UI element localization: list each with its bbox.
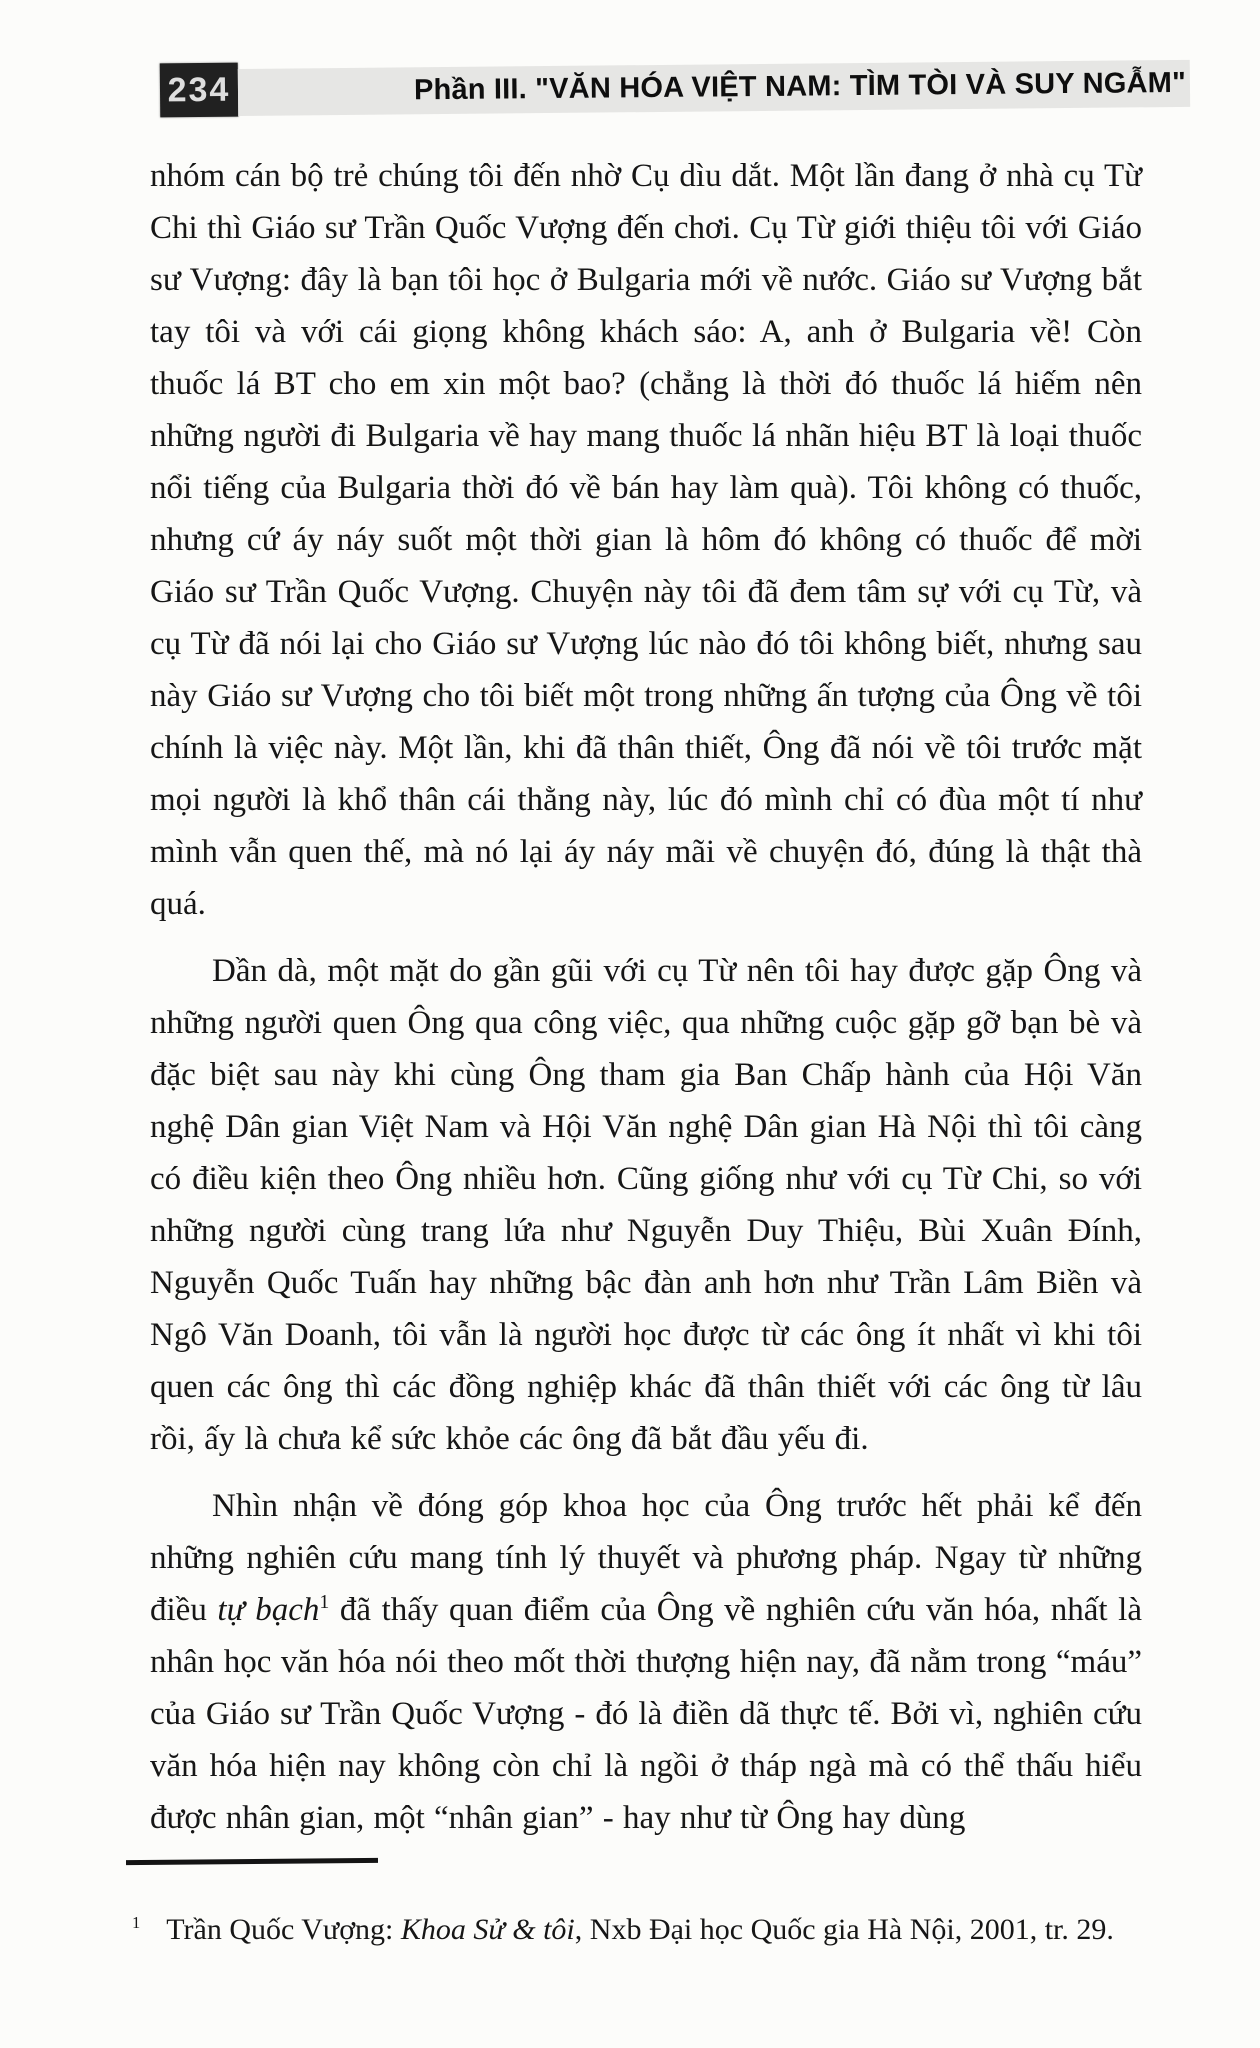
running-header-title: Phần III. "VĂN HÓA VIỆT NAM: TÌM TÒI VÀ SUY NGẪM" [413, 66, 1187, 107]
italic-term: tự bạch [217, 1592, 320, 1628]
paragraph-3-text-after: đã thấy quan điểm của Ông về nghiên cứu văn hóa, nhất là nhân học văn hóa nói theo mốt thời thượng hiện nay, đã nằm trong “máu” của Giáo sư Trần Quốc Vượng - đó là điền dã thực tế. Bởi vì, nghiên cứu văn hóa hiện nay không còn chỉ là ngồi ở tháp ngà mà có thể thấu hiểu được nhân gian, một “nhân gian” - hay như từ Ông hay dùng [150, 1592, 1142, 1836]
footnote-section [132, 1859, 1142, 1950]
footnote [132, 1910, 1142, 1950]
paragraph-2: Dần dà, một mặt do gần gũi với cụ Từ nên tôi hay được gặp Ông và những người quen Ông qua công việc, qua những cuộc gặp gỡ bạn bè và đặc biệt sau này khi cùng Ông tham gia Ban Chấp hành của Hội Văn nghệ Dân gian Việt Nam và Hội Văn nghệ Dân gian Hà Nội thì tôi càng có điều kiện theo Ông nhiều hơn. Cũng giống như với cụ Từ Chi, so với những người cùng trang lứa như Nguyễn Duy Thiệu, Bùi Xuân Đính, Nguyễn Quốc Tuấn hay những bậc đàn anh hơn như Trần Lâm Biền và Ngô Văn Doanh, tôi vẫn là người học được từ các ông ít nhất vì khi tôi quen các ông thì các đồng nghiệp khác đã thân thiết với các ông từ lâu rồi, ấy là chưa kể sức khỏe các ông đã bắt đầu yếu đi. [150, 953, 1142, 1457]
footnote-marker: 1 [132, 1913, 141, 1932]
footnote-reference: 1 [319, 1591, 330, 1613]
footnote-citation-publisher: , Nxb Đại học Quốc gia Hà Nội, 2001, tr. 29. [574, 1913, 1114, 1946]
paragraph-1: nhóm cán bộ trẻ chúng tôi đến nhờ Cụ dìu dắt. Một lần đang ở nhà cụ Từ Chi thì Giáo sư Trần Quốc Vượng đến chơi. Cụ Từ giới thiệu tôi với Giáo sư Vượng: đây là bạn tôi học ở Bulgaria mới về nước. Giáo sư Vượng bắt tay tôi và với cái giọng không khách sáo: A, anh ở Bulgaria về! Còn thuốc lá BT cho em xin một bao? (chẳng là thời đó thuốc lá hiếm nên những người đi Bulgaria về hay mang thuốc lá nhãn hiệu BT là loại thuốc nổi tiếng của Bulgaria thời đó về bán hay làm quà). Tôi không có thuốc, nhưng cứ áy náy suốt một thời gian là hôm đó không có thuốc để mời Giáo sư Trần Quốc Vượng. Chuyện này tôi đã đem tâm sự với cụ Từ, và cụ Từ đã nói lại cho Giáo sư Vượng lúc nào đó tôi không biết, nhưng sau này Giáo sư Vượng cho tôi biết một trong những ấn tượng của Ông về tôi chính là việc này. Một lần, khi đã thân thiết, Ông đã nói về tôi trước mặt mọi người là khổ thân cái thằng này, lúc đó mình chỉ có đùa một tí như mình vẫn quen thế, mà nó lại áy náy mãi về chuyện đó, đúng là thật thà quá. [150, 158, 1142, 922]
footnote-divider [126, 1858, 378, 1865]
page-number-badge [160, 63, 239, 118]
footnote-book-title: Khoa Sử & tôi [400, 1913, 575, 1946]
page-body [132, 150, 1142, 1950]
paragraph-3-text: Nhìn nhận về đóng góp khoa học của Ông trước hết phải kể đến những nghiên cứu mang tính lý thuyết và phương pháp. Ngay từ những điều [150, 1488, 1142, 1628]
running-header-band [238, 60, 1190, 116]
running-header [0, 0, 1260, 130]
page-number: 234 [167, 70, 231, 109]
footnote-citation-author: Trần Quốc Vượng: [166, 1913, 401, 1946]
paragraph-3 [150, 1480, 1142, 1844]
